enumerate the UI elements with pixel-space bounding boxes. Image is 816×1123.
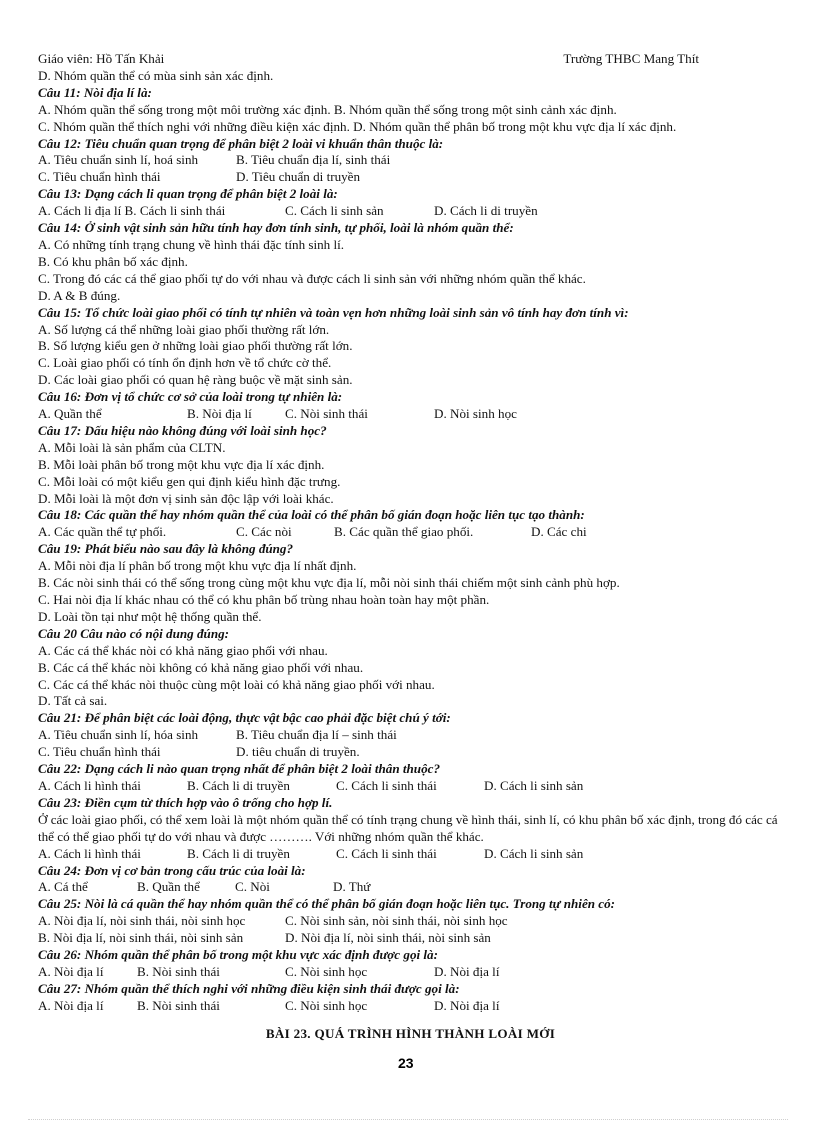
answer-line: B. Có khu phân bố xác định. (38, 253, 188, 269)
page-number: 23 (398, 1055, 414, 1071)
answer-option: C. Nòi sinh học (285, 963, 368, 979)
answer-options-row (38, 744, 783, 761)
answer-options-row (38, 998, 783, 1015)
question-heading: Câu 11: Nòi địa lí là: (38, 84, 152, 100)
answer-options-row (38, 406, 783, 423)
answer-option: C. Tiêu chuẩn hình thái (38, 744, 161, 760)
answer-line: D. Tất cả sai. (38, 693, 108, 709)
answer-option: C. Các nòi (236, 524, 292, 540)
question-heading: Câu 19: Phát biểu nào sau đây là không đúng? (38, 541, 294, 557)
answer-line: A. Số lượng cá thể những loài giao phối thường rất lớn. (38, 321, 330, 337)
answer-option: A. Cách li địa lí B. Cách li sinh thái (38, 203, 226, 219)
answer-option: D. tiêu chuẩn di truyền. (236, 744, 360, 760)
answer-line: C. Trong đó các cá thể giao phối tự do với nhau và được cách li sinh sản với những nhóm quần thể khác. (38, 270, 586, 286)
question-heading: Câu 22: Dạng cách li nào quan trọng nhất để phân biệt 2 loài thân thuộc? (38, 761, 440, 777)
answer-option: C. Tiêu chuẩn hình thái (38, 169, 161, 185)
answer-option: D. Nòi sinh học (434, 406, 517, 422)
question-heading: Câu 21: Để phân biệt các loài động, thực vật bậc cao phải đặc biệt chú ý tới: (38, 710, 451, 726)
answer-option: C. Cách li sinh thái (336, 777, 437, 793)
answer-line: C. Loài giao phối có tính ổn định hơn về tổ chức cờ thể. (38, 355, 332, 371)
answer-option: D. Nòi địa lí, nòi sinh thái, nòi sinh sản (285, 930, 491, 946)
answer-line: C. Hai nòi địa lí khác nhau có thể có khu phân bố trùng nhau hoàn toàn hay một phần. (38, 592, 490, 607)
answer-options-row (38, 152, 783, 169)
paragraph-text: Ở các loài giao phối, có thể xem loài là một nhóm quần thể có tính trạng chung về hình thái, sinh lí, có khu phân bố xác định, trong đó các cá thể có thể giao phối tự do với nhau và được ………. Với những nhóm quần thể khác. (38, 811, 778, 844)
answer-options-row (38, 778, 783, 795)
answer-option: D. Các chi (531, 524, 587, 540)
answer-option: D. Cách li di truyền (434, 203, 538, 219)
answer-option: A. Quần thể (38, 406, 102, 422)
answer-option: A. Nòi địa lí, nòi sinh thái, nòi sinh học (38, 913, 246, 929)
answer-option: A. Cách li hình thái (38, 777, 141, 793)
answer-options-row (38, 203, 783, 220)
answer-options-row (38, 169, 783, 186)
answer-option: A. Cá thể (38, 879, 88, 895)
answer-line: D. Loài tồn tại như một hệ thống quần thể. (38, 608, 262, 624)
school-name: Trường THBC Mang Thít (563, 51, 699, 66)
question-heading: Câu 14: Ở sinh vật sinh sản hữu tính hay đơn tính sinh, tự phối, loài là nhóm quần thể: (38, 220, 514, 236)
answer-options-row (38, 524, 783, 541)
answer-option: C. Nòi (235, 879, 270, 895)
answer-option: A. Các quần thể tự phối. (38, 524, 167, 540)
answer-option: B. Nòi địa lí, nòi sinh thái, nòi sinh sản (38, 930, 244, 946)
question-heading: Câu 20 Câu nào có nội dung đúng: (38, 625, 230, 641)
answer-options-row (38, 846, 783, 863)
answer-option: B. Nòi địa lí (187, 406, 252, 422)
answer-option: C. Cách li sinh thái (336, 845, 437, 861)
answer-option: A. Cách li hình thái (38, 845, 141, 861)
answer-option: C. Nòi sinh học (285, 997, 368, 1013)
answer-option: B. Cách li di truyền (187, 845, 290, 861)
answer-line: A. Có những tính trạng chung về hình thái đặc tính sinh lí. (38, 236, 345, 252)
answer-option: D. Thứ (333, 879, 371, 895)
question-heading: Câu 27: Nhóm quần thể thích nghi với những điều kiện sinh thái được gọi là: (38, 980, 460, 996)
answer-option: A. Nòi địa lí (38, 997, 104, 1013)
answer-option: C. Cách li sinh sản (285, 203, 384, 219)
answer-option: B. Tiêu chuẩn địa lí – sinh thái (236, 727, 397, 743)
bottom-dotted-rule (28, 1119, 788, 1120)
question-heading: Câu 24: Đơn vị cơ bản trong cấu trúc của loài là: (38, 862, 306, 878)
question-heading: Câu 12: Tiêu chuẩn quan trọng để phân biệt 2 loài vi khuẩn thân thuộc là: (38, 135, 444, 151)
answer-option: B. Các quần thể giao phối. (334, 524, 474, 540)
answer-line: B. Số lượng kiểu gen ở những loài giao phối thường rất lớn. (38, 338, 353, 354)
answer-option: A. Nòi địa lí (38, 963, 104, 979)
question-list (38, 68, 783, 1015)
answer-option: B. Nòi sinh thái (137, 963, 220, 979)
answer-option: D. Nòi địa lí (434, 997, 500, 1013)
document-page (38, 51, 783, 1043)
question-heading: Câu 23: Điền cụm từ thích hợp vào ô trống cho hợp lí. (38, 794, 333, 810)
answer-line: D. A & B đúng. (38, 287, 121, 303)
answer-line: A. Mỗi loài là sản phẩm của CLTN. (38, 439, 226, 455)
page-header (38, 51, 783, 68)
teacher-name: Giáo viên: Hồ Tấn Khải (38, 51, 165, 66)
answer-line: A. Các cá thể khác nòi có khả năng giao phối với nhau. (38, 642, 328, 658)
question-heading: Câu 26: Nhóm quần thể phân bố trong một khu vực xác định được gọi là: (38, 947, 438, 963)
answer-option: D. Nòi địa lí (434, 963, 500, 979)
answer-line: A. Nhóm quần thể sống trong một môi trường xác định. B. Nhóm quần thể sống trong một sinh cảnh xác định. (38, 101, 617, 117)
answer-line: B. Các cá thể khác nòi không có khả năng giao phối với nhau. (38, 659, 364, 675)
answer-option: D. Tiêu chuẩn di truyền (236, 169, 361, 185)
answer-option: B. Cách li di truyền (187, 777, 290, 793)
answer-option: D. Cách li sinh sản (484, 845, 584, 861)
question-heading: Câu 13: Dạng cách li quan trọng để phân biệt 2 loài là: (38, 186, 338, 202)
answer-option: B. Tiêu chuẩn địa lí, sinh thái (236, 152, 391, 168)
answer-line: C. Mỗi loài có một kiểu gen qui định kiểu hình đặc trưng. (38, 473, 341, 489)
question-heading: Câu 17: Dấu hiệu nào không đúng với loài sinh học? (38, 422, 327, 438)
answer-line: D. Các loài giao phối có quan hệ ràng buộc về mặt sinh sản. (38, 372, 353, 388)
answer-option: C. Nòi sinh sản, nòi sinh thái, nòi sinh học (285, 913, 508, 929)
answer-options-row (38, 879, 783, 896)
chapter-title: BÀI 23. QUÁ TRÌNH HÌNH THÀNH LOÀI MỚI (265, 1025, 556, 1041)
answer-options-row (38, 913, 783, 930)
question-heading: Câu 15: Tổ chức loài giao phối có tính tự nhiên và toàn vẹn hơn những loài sinh sản vô tính hay đơn tính vì: (38, 304, 629, 320)
answer-option: A. Tiêu chuẩn sinh lí, hoá sinh (38, 152, 199, 168)
answer-line: C. Các cá thể khác nòi thuộc cùng một loài có khả năng giao phối với nhau. (38, 676, 435, 692)
answer-line: B. Các nòi sinh thái có thể sống trong cùng một khu vực địa lí, mỗi nòi sinh thái chiếm một sinh cảnh phù hợp. (38, 575, 620, 591)
answer-option: A. Tiêu chuẩn sinh lí, hóa sinh (38, 727, 199, 743)
question-heading: Câu 16: Đơn vị tổ chức cơ sở của loài trong tự nhiên là: (38, 389, 343, 405)
question-heading: Câu 18: Các quần thể hay nhóm quần thể của loài có thể phân bố gián đoạn hoặc liên tục tạo thành: (38, 507, 585, 523)
answer-option: C. Nòi sinh thái (285, 406, 368, 422)
answer-line: B. Mỗi loài phân bố trong một khu vực địa lí xác định. (38, 456, 325, 472)
answer-line: D. Mỗi loài là một đơn vị sinh sản độc lập với loài khác. (38, 490, 334, 506)
answer-line: D. Nhóm quần thể có mùa sinh sản xác định. (38, 67, 274, 83)
answer-option: B. Nòi sinh thái (137, 997, 220, 1013)
answer-options-row (38, 964, 783, 981)
answer-option: B. Quần thể (137, 879, 200, 895)
answer-option: D. Cách li sinh sản (484, 777, 584, 793)
question-heading: Câu 25: Nòi là cá quần thể hay nhóm quần thể có thể phân bố gián đoạn hoặc liên tục. Trong tự nhiên có: (38, 896, 616, 912)
answer-line: C. Nhóm quần thể thích nghi với những điều kiện xác định. D. Nhóm quần thể phân bố trong một khu vực địa lí xác định. (38, 118, 677, 134)
answer-options-row (38, 930, 783, 947)
answer-line: A. Mỗi nòi địa lí phân bố trong một khu vực địa lí nhất định. (38, 558, 357, 574)
answer-options-row (38, 727, 783, 744)
